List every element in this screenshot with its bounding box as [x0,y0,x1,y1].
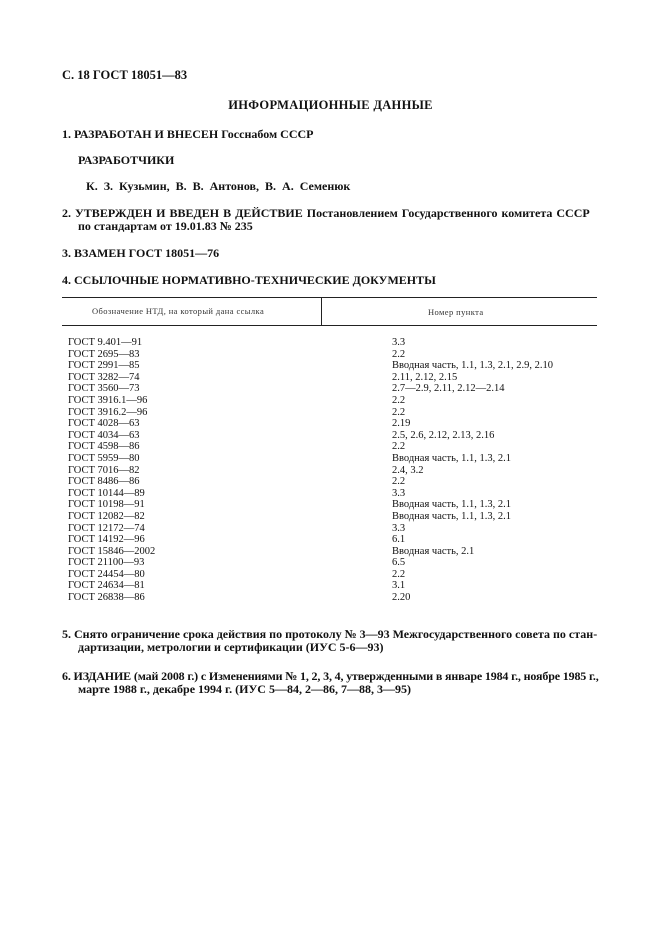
table-cell-item-number: Вводная часть, 1.1, 1.3, 2.1, 2.9, 2.10 [392,360,554,372]
table-row [0,383,661,395]
table-row [0,430,661,442]
table-cell-document: ГОСТ 14192—96 [68,534,145,546]
table-cell-document: ГОСТ 3916.2—96 [68,406,148,418]
section-1: 1. РАЗРАБОТАН И ВНЕСЕН Госснабом СССР [62,127,314,141]
table-row [0,360,661,372]
table-cell-document: ГОСТ 9.401—91 [68,337,143,348]
table-cell-item-number: 3.3 [392,522,406,534]
table-cell-item-number: 3.3 [392,487,406,499]
page-header: С. 18 ГОСТ 18051—83 [62,68,188,82]
table-row [0,557,661,569]
section-2-line-1: 2. УТВЕРЖДЕН И ВВЕДЕН В ДЕЙСТВИЕ Постановлением Государственного комитета СССР [62,206,590,220]
table-cell-document: ГОСТ 12172—74 [68,522,145,534]
table-cell-item-number: Вводная часть, 1.1, 1.3, 2.1 [392,510,512,522]
table-cell-item-number: 6.1 [392,534,406,546]
table-row [0,511,661,523]
table-row [0,546,661,558]
table-header-rule [62,325,597,326]
section-5-line-2: дартизации, метрологии и сертификации (ИУС 5-6—93) [78,640,384,654]
table-row [0,534,661,546]
column-divider [321,297,322,325]
reference-table-body [0,337,661,604]
table-row [0,465,661,477]
column-header-item-number: Номер пункта [428,307,484,317]
table-row [0,523,661,535]
developers-list: К. З. Кузьмин, В. В. Антонов, В. А. Семенюк [86,179,351,193]
table-cell-item-number: Вводная часть, 1.1, 1.3, 2.1 [392,452,512,464]
table-cell-item-number: 2.4, 3.2 [392,464,424,476]
table-cell-item-number: 2.19 [392,418,411,430]
table-cell-document: ГОСТ 2695—83 [68,348,140,360]
table-row [0,476,661,488]
section-title: ИНФОРМАЦИОННЫЕ ДАННЫЕ [228,98,433,112]
table-cell-document: ГОСТ 15846—2002 [68,545,156,557]
column-header-designation: Обозначение НТД, на который дана ссылка [92,306,265,316]
table-cell-item-number: 2.11, 2.12, 2.15 [392,371,458,383]
table-row [0,337,661,349]
section-3: 3. ВЗАМЕН ГОСТ 18051—76 [62,246,220,260]
section-6-line-2: марте 1988 г., декабре 1994 г. (ИУС 5—84, 2—86, 7—88, 3—95) [78,682,411,696]
table-cell-item-number: Вводная часть, 2.1 [392,545,475,557]
table-cell-document: ГОСТ 5959—80 [68,452,140,464]
table-cell-item-number: 3.3 [392,337,406,348]
table-row [0,453,661,465]
table-cell-item-number: 2.2 [392,394,406,406]
section-4: 4. ССЫЛОЧНЫЕ НОРМАТИВНО-ТЕХНИЧЕСКИЕ ДОКУМЕНТЫ [62,273,436,287]
table-cell-item-number: 3.1 [392,580,406,592]
table-row [0,372,661,384]
table-cell-item-number: 6.5 [392,557,406,569]
table-cell-item-number: Вводная часть, 1.1, 1.3, 2.1 [392,499,512,511]
table-cell-document: ГОСТ 10144—89 [68,487,145,499]
section-5-line-1: 5. Снято ограничение срока действия по протоколу № 3—93 Межгосударственного совета по стан- [62,627,598,641]
table-row [0,569,661,581]
table-cell-item-number: 2.2 [392,476,406,488]
developers-heading: РАЗРАБОТЧИКИ [78,153,175,167]
table-cell-document: ГОСТ 12082—82 [68,510,145,522]
table-cell-document: ГОСТ 21100—93 [68,557,145,569]
table-row [0,407,661,419]
table-row [0,488,661,500]
table-row [0,395,661,407]
table-row [0,418,661,430]
table-cell-document: ГОСТ 24454—80 [68,568,145,580]
table-cell-item-number: 2.7—2.9, 2.11, 2.12—2.14 [392,383,505,395]
table-cell-item-number: 2.2 [392,441,406,453]
table-row [0,580,661,592]
table-cell-document: ГОСТ 24634—81 [68,580,145,592]
table-cell-document: ГОСТ 10198—91 [68,499,145,511]
table-row [0,349,661,361]
table-row [0,499,661,511]
table-cell-item-number: 2.2 [392,348,406,360]
table-cell-item-number: 2.2 [392,406,406,418]
table-cell-document: ГОСТ 4034—63 [68,429,140,441]
table-cell-item-number: 2.5, 2.6, 2.12, 2.13, 2.16 [392,429,495,441]
table-cell-document: ГОСТ 4598—86 [68,441,140,453]
table-top-rule [62,297,597,298]
table-cell-document: ГОСТ 3282—74 [68,371,140,383]
table-cell-item-number: 2.2 [392,568,406,580]
table-cell-document: ГОСТ 3916.1—96 [68,394,148,406]
table-row [0,592,661,604]
table-cell-document: ГОСТ 3560—73 [68,383,140,395]
section-2-line-2: по стандартам от 19.01.83 № 235 [78,219,253,233]
table-cell-document: ГОСТ 8486—86 [68,476,140,488]
table-cell-document: ГОСТ 26838—86 [68,592,145,604]
table-cell-item-number: 2.20 [392,592,411,604]
table-cell-document: ГОСТ 2991—85 [68,360,140,372]
table-cell-document: ГОСТ 4028—63 [68,418,140,430]
table-row [0,441,661,453]
section-6-line-1: 6. ИЗДАНИЕ (май 2008 г.) с Изменениями № 1, 2, 3, 4, утвержденными в январе 1984 г., ноябре 1985 г., [62,669,599,683]
table-cell-document: ГОСТ 7016—82 [68,464,140,476]
